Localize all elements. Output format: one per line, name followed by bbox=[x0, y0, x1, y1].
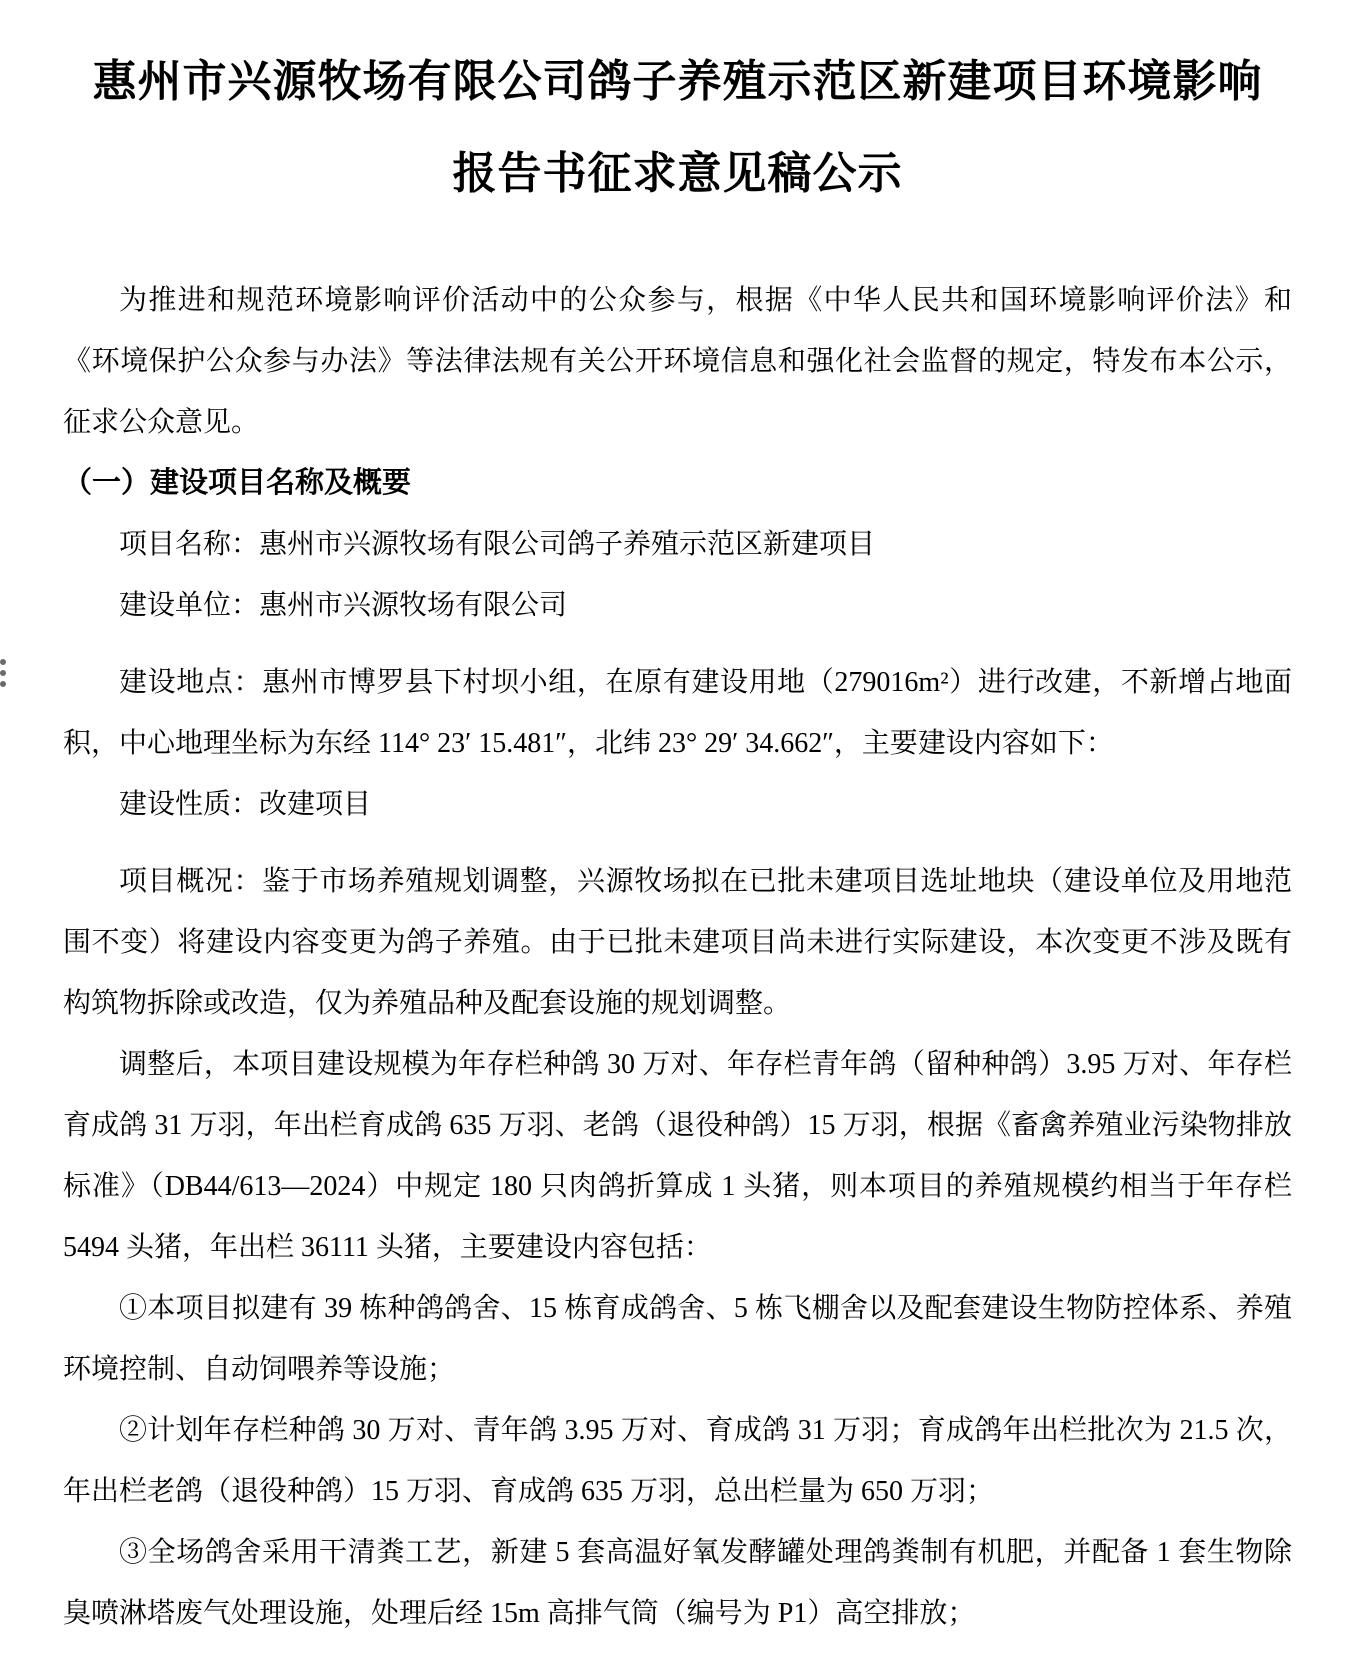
paragraph-construction-site: 建设地点：惠州市博罗县下村坝小组，在原有建设用地（279016m²）进行改建，不新增占地面积，中心地理坐标为东经 114° 23′ 15.481″，北纬 23° 29′ 34.662″，主要建设内容如下： bbox=[63, 667, 1292, 759]
paragraph-construction-nature: 建设性质：改建项目 bbox=[119, 789, 372, 820]
paragraph-item-1: ①本项目拟建有 39 栋种鸽鸽舍、15 栋育成鸽舍、5 栋飞棚舍以及配套建设生物防控体系、养殖环境控制、自动饲喂养等设施； bbox=[63, 1293, 1292, 1385]
paragraph-intro: 为推进和规范环境影响评价活动中的公众参与，根据《中华人民共和国环境影响评价法》和《环境保护公众参与办法》等法律法规有关公开环境信息和强化社会监督的规定，特发布本公示，征求公众意见。 bbox=[63, 285, 1292, 438]
document-title-line-2: 报告书征求意见稿公示 bbox=[452, 149, 903, 198]
paragraph-item-3: ③全场鸽舍采用干清粪工艺，新建 5 套高温好氧发酵罐处理鸽粪制有机肥，并配备 1 套生物除臭喷淋塔废气处理设施，处理后经 15m 高排气筒（编号为 P1）高空排放； bbox=[63, 1537, 1292, 1629]
paragraph-item-2: ②计划年存栏种鸽 30 万对、青年鸽 3.95 万对、育成鸽 31 万羽；育成鸽年出栏批次为 21.5 次，年出栏老鸽（退役种鸽）15 万羽、育成鸽 635 万羽，总出栏量为 650 万羽； bbox=[63, 1415, 1292, 1507]
vertical-ellipsis-icon bbox=[0, 659, 8, 687]
section-1-heading: （一）建设项目名称及概要 bbox=[63, 467, 412, 499]
document-title bbox=[63, 36, 1292, 220]
paragraph-scale-after-adjustment: 调整后，本项目建设规模为年存栏种鸽 30 万对、年存栏青年鸽（留种种鸽）3.95 万对、年存栏育成鸽 31 万羽，年出栏育成鸽 635 万羽、老鸽（退役种鸽）15 万羽，根据《畜禽养殖业污染物排放标准》（DB44/613—2024）中规定 180 只肉鸽折算成 1 头猪，则本项目的养殖规模约相当于年存栏 5494 头猪，年出栏 36111 头猪，主要建设内容包括： bbox=[63, 1049, 1292, 1263]
paragraph-project-overview: 项目概况：鉴于市场养殖规划调整，兴源牧场拟在已批未建项目选址地块（建设单位及用地范围不变）将建设内容变更为鸽子养殖。由于已批未建项目尚未进行实际建设，本次变更不涉及既有构筑物拆除或改造，仅为养殖品种及配套设施的规划调整。 bbox=[63, 866, 1292, 1019]
ellipsis-dot bbox=[0, 681, 6, 687]
ellipsis-dot bbox=[0, 670, 6, 676]
document-title-line-1: 惠州市兴源牧场有限公司鸽子养殖示范区新建项目环境影响 bbox=[92, 57, 1263, 106]
ellipsis-dot bbox=[0, 659, 6, 665]
paragraph-project-name: 项目名称：惠州市兴源牧场有限公司鸽子养殖示范区新建项目 bbox=[119, 529, 876, 560]
paragraph-construction-unit: 建设单位：惠州市兴源牧场有限公司 bbox=[119, 590, 568, 621]
